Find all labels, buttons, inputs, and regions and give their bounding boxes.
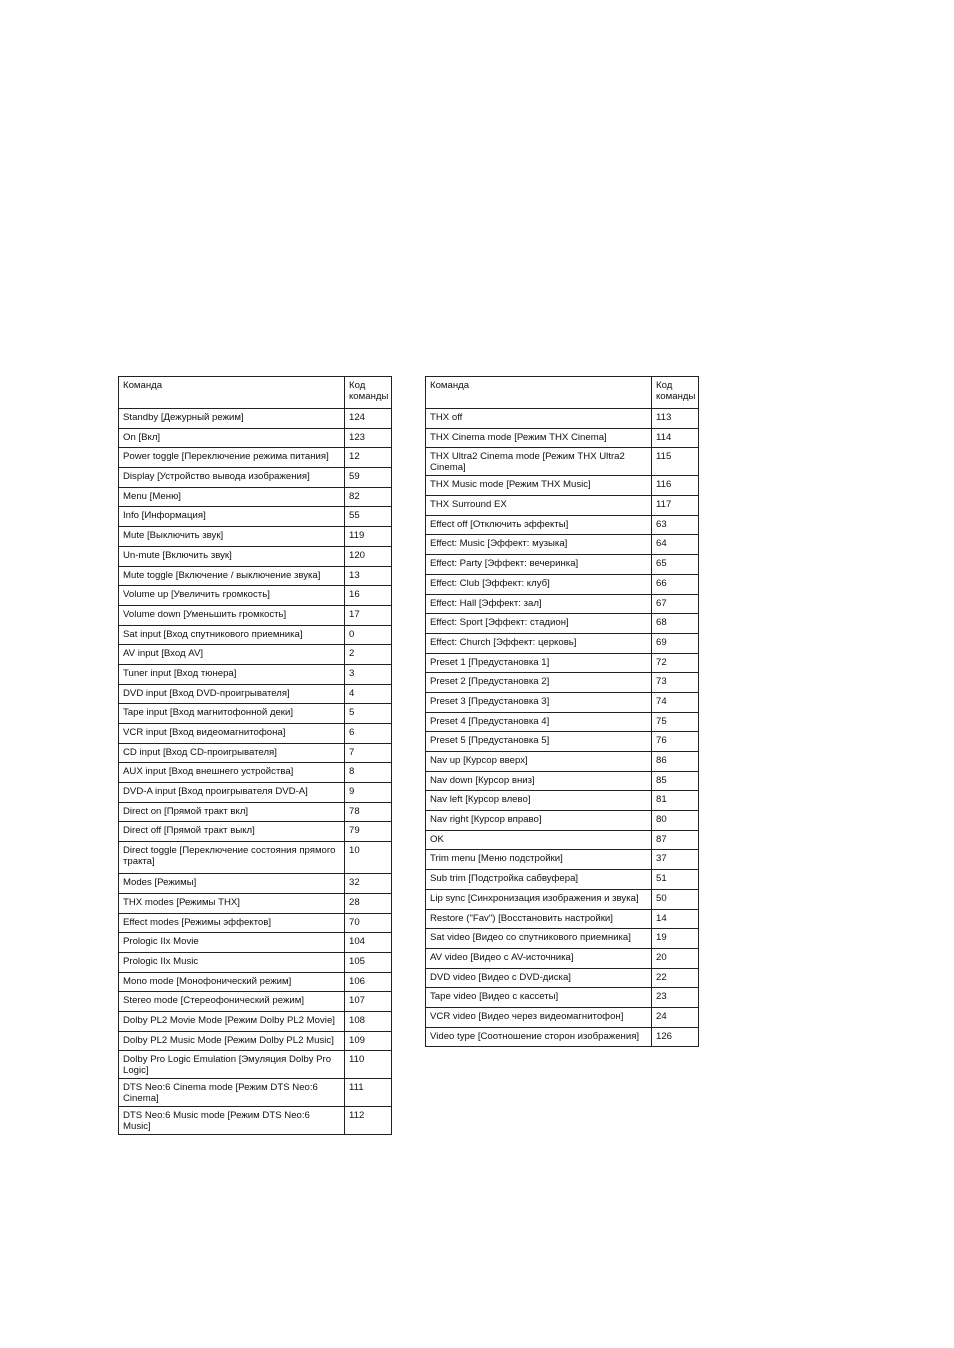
table-row xyxy=(119,448,392,468)
command-cell: Dolby Pro Logic Emulation [Эмуляция Dolby Pro Logic] xyxy=(119,1051,345,1079)
code-cell: 6 xyxy=(345,724,392,744)
code-cell: 65 xyxy=(652,555,699,575)
command-cell: AV input [Вход AV] xyxy=(119,645,345,665)
code-cell: 32 xyxy=(345,874,392,894)
code-cell: 67 xyxy=(652,594,699,614)
code-cell: 126 xyxy=(652,1027,699,1047)
code-cell: 7 xyxy=(345,743,392,763)
table-row xyxy=(426,673,699,693)
command-cell: DVD video [Видео с DVD-диска] xyxy=(426,968,652,988)
code-cell: 50 xyxy=(652,889,699,909)
code-cell: 16 xyxy=(345,586,392,606)
code-cell: 115 xyxy=(652,448,699,476)
table-header xyxy=(426,377,699,409)
table-row xyxy=(426,428,699,448)
command-cell: Standby [Дежурный режим] xyxy=(119,409,345,429)
command-cell: Preset 4 [Предустановка 4] xyxy=(426,712,652,732)
command-cell: THX modes [Режимы THX] xyxy=(119,893,345,913)
table-row xyxy=(119,487,392,507)
code-cell: 20 xyxy=(652,948,699,968)
code-cell: 80 xyxy=(652,811,699,831)
code-cell: 123 xyxy=(345,428,392,448)
table-row xyxy=(119,802,392,822)
code-cell: 114 xyxy=(652,428,699,448)
table-row xyxy=(426,515,699,535)
code-cell: 51 xyxy=(652,870,699,890)
table-row xyxy=(119,428,392,448)
code-cell: 72 xyxy=(652,653,699,673)
header-code-line2: команды xyxy=(656,391,696,402)
code-cell: 12 xyxy=(345,448,392,468)
command-cell: Effect: Music [Эффект: музыка] xyxy=(426,535,652,555)
command-cell: Mute toggle [Включение / выключение звука] xyxy=(119,566,345,586)
table-row xyxy=(426,409,699,429)
table-row xyxy=(426,811,699,831)
code-cell: 70 xyxy=(345,913,392,933)
code-cell: 55 xyxy=(345,507,392,527)
code-cell: 17 xyxy=(345,605,392,625)
table-row xyxy=(426,633,699,653)
command-cell: THX Music mode [Режим THX Music] xyxy=(426,476,652,496)
table-row xyxy=(119,586,392,606)
command-cell: Effect: Club [Эффект: клуб] xyxy=(426,574,652,594)
command-cell: THX Cinema mode [Режим THX Cinema] xyxy=(426,428,652,448)
code-cell: 108 xyxy=(345,1011,392,1031)
command-cell: Preset 2 [Предустановка 2] xyxy=(426,673,652,693)
command-cell: DTS Neo:6 Music mode [Режим DTS Neo:6 Music] xyxy=(119,1107,345,1135)
table-header xyxy=(119,377,392,409)
table-row xyxy=(119,842,392,874)
command-cell: Effect: Sport [Эффект: стадион] xyxy=(426,614,652,634)
table-row xyxy=(426,712,699,732)
command-cell: Nav right [Курсор вправо] xyxy=(426,811,652,831)
table-row xyxy=(426,574,699,594)
table-row xyxy=(119,409,392,429)
command-cell: OK xyxy=(426,830,652,850)
code-cell: 104 xyxy=(345,933,392,953)
code-cell: 120 xyxy=(345,546,392,566)
table-row xyxy=(119,783,392,803)
table-row xyxy=(426,732,699,752)
table-row xyxy=(426,929,699,949)
command-cell: CD input [Вход CD-проигрывателя] xyxy=(119,743,345,763)
header-code-line2: команды xyxy=(349,391,389,402)
command-cell: Tape input [Вход магнитофонной деки] xyxy=(119,704,345,724)
table-row xyxy=(426,870,699,890)
table-row xyxy=(119,1079,392,1107)
table-row xyxy=(119,933,392,953)
table-row xyxy=(119,763,392,783)
command-cell: Display [Устройство вывода изображения] xyxy=(119,468,345,488)
command-cell: Direct off [Прямой тракт выкл] xyxy=(119,822,345,842)
table-row xyxy=(426,476,699,496)
code-cell: 4 xyxy=(345,684,392,704)
code-cell: 68 xyxy=(652,614,699,634)
code-cell: 124 xyxy=(345,409,392,429)
table-row xyxy=(426,791,699,811)
command-cell: Menu [Меню] xyxy=(119,487,345,507)
table-row xyxy=(426,988,699,1008)
table-row xyxy=(119,684,392,704)
table-row xyxy=(119,992,392,1012)
command-cell: Effect modes [Режимы эффектов] xyxy=(119,913,345,933)
code-cell: 85 xyxy=(652,771,699,791)
command-cell: Preset 1 [Предустановка 1] xyxy=(426,653,652,673)
command-cell: Lip sync [Синхронизация изображения и звука] xyxy=(426,889,652,909)
code-cell: 2 xyxy=(345,645,392,665)
code-cell: 59 xyxy=(345,468,392,488)
table-row xyxy=(119,507,392,527)
table-row xyxy=(119,546,392,566)
command-table-right xyxy=(425,376,699,1047)
command-cell: Tuner input [Вход тюнера] xyxy=(119,664,345,684)
command-cell: Preset 5 [Предустановка 5] xyxy=(426,732,652,752)
command-cell: Tape video [Видео с кассеты] xyxy=(426,988,652,1008)
command-cell: Effect off [Отключить эффекты] xyxy=(426,515,652,535)
code-cell: 110 xyxy=(345,1051,392,1079)
table-row xyxy=(426,594,699,614)
code-cell: 24 xyxy=(652,1007,699,1027)
command-cell: AV video [Видео с AV-источника] xyxy=(426,948,652,968)
table-row xyxy=(119,972,392,992)
code-cell: 107 xyxy=(345,992,392,1012)
command-cell: Sub trim [Подстройка сабвуфера] xyxy=(426,870,652,890)
table-row xyxy=(426,614,699,634)
command-cell: Video type [Соотношение сторон изображения] xyxy=(426,1027,652,1047)
command-cell: Volume down [Уменьшить громкость] xyxy=(119,605,345,625)
table-row xyxy=(426,909,699,929)
header-code xyxy=(345,377,392,409)
code-cell: 73 xyxy=(652,673,699,693)
table-row xyxy=(426,535,699,555)
command-cell: Sat video [Видео со спутникового приемника] xyxy=(426,929,652,949)
command-cell: Stereo mode [Стереофонический режим] xyxy=(119,992,345,1012)
command-cell: Modes [Режимы] xyxy=(119,874,345,894)
code-cell: 113 xyxy=(652,409,699,429)
command-cell: Mute [Выключить звук] xyxy=(119,527,345,547)
table-row xyxy=(119,704,392,724)
table-row xyxy=(119,893,392,913)
command-cell: DVD-A input [Вход проигрывателя DVD-A] xyxy=(119,783,345,803)
code-cell: 19 xyxy=(652,929,699,949)
command-cell: Un-mute [Включить звук] xyxy=(119,546,345,566)
code-cell: 64 xyxy=(652,535,699,555)
code-cell: 78 xyxy=(345,802,392,822)
table-row xyxy=(119,1031,392,1051)
command-cell: THX Surround EX xyxy=(426,496,652,516)
command-cell: DTS Neo:6 Cinema mode [Режим DTS Neo:6 Cinema] xyxy=(119,1079,345,1107)
table-row xyxy=(426,968,699,988)
table-row xyxy=(119,724,392,744)
table-row xyxy=(426,555,699,575)
table-row xyxy=(119,645,392,665)
command-cell: Effect: Hall [Эффект: зал] xyxy=(426,594,652,614)
command-cell: Volume up [Увеличить громкость] xyxy=(119,586,345,606)
command-cell: Effect: Party [Эффект: вечеринка] xyxy=(426,555,652,575)
command-cell: Power toggle [Переключение режима питания] xyxy=(119,448,345,468)
header-code xyxy=(652,377,699,409)
command-cell: On [Вкл] xyxy=(119,428,345,448)
table-row xyxy=(426,752,699,772)
code-cell: 87 xyxy=(652,830,699,850)
command-cell: Preset 3 [Предустановка 3] xyxy=(426,692,652,712)
table-row xyxy=(426,653,699,673)
code-cell: 9 xyxy=(345,783,392,803)
table-row xyxy=(119,664,392,684)
command-cell: Dolby PL2 Movie Mode [Режим Dolby PL2 Movie] xyxy=(119,1011,345,1031)
table-row xyxy=(426,1027,699,1047)
command-cell: THX off xyxy=(426,409,652,429)
code-cell: 63 xyxy=(652,515,699,535)
code-cell: 75 xyxy=(652,712,699,732)
command-cell: Nav down [Курсор вниз] xyxy=(426,771,652,791)
command-cell: Dolby PL2 Music Mode [Режим Dolby PL2 Music] xyxy=(119,1031,345,1051)
table-row xyxy=(119,952,392,972)
command-cell: Mono mode [Монофонический режим] xyxy=(119,972,345,992)
command-cell: VCR video [Видео через видеомагнитофон] xyxy=(426,1007,652,1027)
table-row xyxy=(426,496,699,516)
code-cell: 105 xyxy=(345,952,392,972)
command-cell: DVD input [Вход DVD-проигрывателя] xyxy=(119,684,345,704)
table-row xyxy=(426,948,699,968)
header-command: Команда xyxy=(119,377,345,409)
table-row xyxy=(426,1007,699,1027)
table-row xyxy=(119,822,392,842)
table-row xyxy=(119,566,392,586)
code-cell: 117 xyxy=(652,496,699,516)
code-cell: 106 xyxy=(345,972,392,992)
command-table-left xyxy=(118,376,392,1135)
command-cell: Direct toggle [Переключение состояния прямого тракта] xyxy=(119,842,345,874)
table-row xyxy=(119,874,392,894)
command-cell: THX Ultra2 Cinema mode [Режим THX Ultra2 Cinema] xyxy=(426,448,652,476)
table-row xyxy=(426,692,699,712)
code-cell: 86 xyxy=(652,752,699,772)
code-cell: 112 xyxy=(345,1107,392,1135)
table-row xyxy=(119,1051,392,1079)
table-row xyxy=(119,605,392,625)
code-cell: 14 xyxy=(652,909,699,929)
code-cell: 13 xyxy=(345,566,392,586)
table-row xyxy=(119,625,392,645)
code-cell: 82 xyxy=(345,487,392,507)
header-command: Команда xyxy=(426,377,652,409)
code-cell: 37 xyxy=(652,850,699,870)
code-cell: 8 xyxy=(345,763,392,783)
code-cell: 116 xyxy=(652,476,699,496)
table-row xyxy=(426,889,699,909)
header-code-line1: Код xyxy=(349,380,366,391)
code-cell: 28 xyxy=(345,893,392,913)
code-cell: 119 xyxy=(345,527,392,547)
command-cell: Restore ("Fav") [Восстановить настройки] xyxy=(426,909,652,929)
table-row xyxy=(119,468,392,488)
command-cell: Sat input [Вход спутникового приемника] xyxy=(119,625,345,645)
command-cell: Prologic IIx Music xyxy=(119,952,345,972)
code-cell: 22 xyxy=(652,968,699,988)
command-cell: Info [Информация] xyxy=(119,507,345,527)
code-cell: 74 xyxy=(652,692,699,712)
command-cell: Direct on [Прямой тракт вкл] xyxy=(119,802,345,822)
table-row xyxy=(119,913,392,933)
code-cell: 111 xyxy=(345,1079,392,1107)
table-row xyxy=(119,1107,392,1135)
table-row xyxy=(426,771,699,791)
table-row xyxy=(426,448,699,476)
code-cell: 76 xyxy=(652,732,699,752)
code-cell: 5 xyxy=(345,704,392,724)
command-cell: AUX input [Вход внешнего устройства] xyxy=(119,763,345,783)
command-cell: Nav left [Курсор влево] xyxy=(426,791,652,811)
table-row xyxy=(426,830,699,850)
code-cell: 3 xyxy=(345,664,392,684)
code-cell: 10 xyxy=(345,842,392,874)
header-code-line1: Код xyxy=(656,380,673,391)
command-cell: Effect: Church [Эффект: церковь] xyxy=(426,633,652,653)
table-row xyxy=(119,1011,392,1031)
table-row xyxy=(119,527,392,547)
code-cell: 81 xyxy=(652,791,699,811)
code-cell: 109 xyxy=(345,1031,392,1051)
command-cell: Trim menu [Меню подстройки] xyxy=(426,850,652,870)
table-row xyxy=(119,743,392,763)
code-cell: 69 xyxy=(652,633,699,653)
code-cell: 23 xyxy=(652,988,699,1008)
command-cell: Prologic IIx Movie xyxy=(119,933,345,953)
command-cell: Nav up [Курсор вверх] xyxy=(426,752,652,772)
code-cell: 0 xyxy=(345,625,392,645)
code-cell: 79 xyxy=(345,822,392,842)
table-row xyxy=(426,850,699,870)
command-cell: VCR input [Вход видеомагнитофона] xyxy=(119,724,345,744)
code-cell: 66 xyxy=(652,574,699,594)
